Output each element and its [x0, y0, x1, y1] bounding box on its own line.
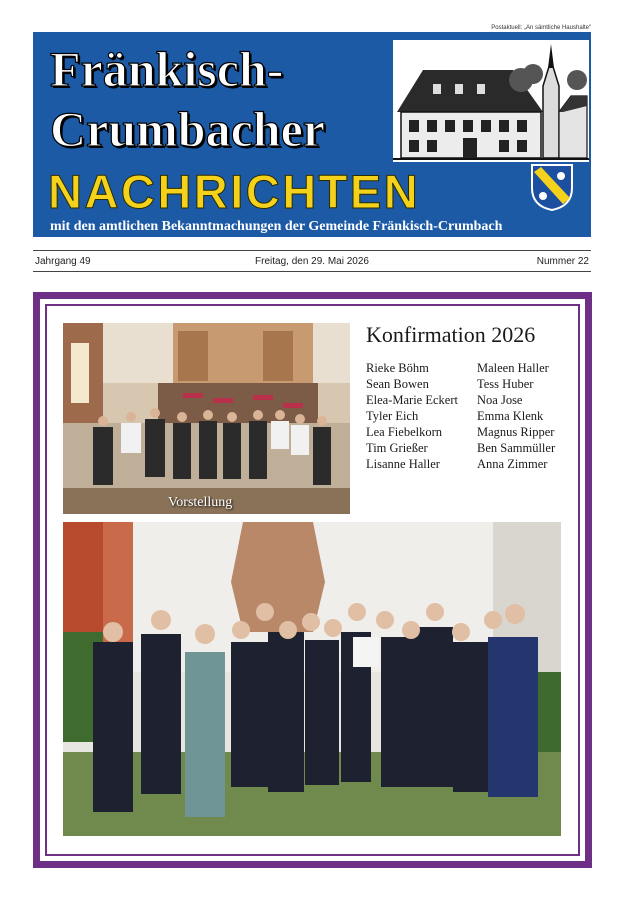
- group-photo: [63, 522, 561, 836]
- issue-date: Freitag, den 29. Mai 2026: [255, 256, 369, 267]
- masthead: [33, 32, 591, 237]
- confirmand-name: Maleen Haller: [477, 361, 549, 375]
- confirmand-name: Sean Bowen: [366, 377, 429, 391]
- confirmand-name: Tim Grießer: [366, 441, 428, 455]
- photo-caption: Vorstellung: [168, 495, 233, 510]
- confirmand-name: Lisanne Haller: [366, 457, 440, 471]
- confirmand-name: Tyler Eich: [366, 409, 419, 423]
- municipal-crest-icon: [529, 162, 575, 212]
- confirmand-list-left: [366, 360, 458, 472]
- confirmand-name: Noa Jose: [477, 393, 523, 407]
- article-title: Konfirmation 2026: [366, 322, 536, 347]
- church-interior-photo: [63, 323, 350, 514]
- confirmand-name: Elea-Marie Eckert: [366, 393, 458, 407]
- confirmand-name: Rieke Böhm: [366, 361, 429, 375]
- newspaper-title-line2: Crumbacher: [50, 101, 325, 157]
- town-hall-illustration: [393, 40, 589, 162]
- confirmand-name: Anna Zimmer: [477, 457, 548, 471]
- issue-number: Nummer 22: [536, 256, 589, 267]
- masthead-subtitle: mit den amtlichen Bekanntmachungen der Gemeinde Fränkisch-Crumbach: [50, 219, 503, 234]
- newspaper-title-line1: Fränkisch-: [50, 41, 284, 97]
- confirmand-name: Lea Fiebelkorn: [366, 425, 443, 439]
- volume-number: Jahrgang 49: [35, 256, 91, 267]
- issue-info-bar: [33, 250, 591, 272]
- confirmand-name: Tess Huber: [477, 377, 534, 391]
- confirmand-name: Emma Klenk: [477, 409, 544, 423]
- confirmand-list-right: [477, 360, 555, 472]
- confirmand-name: Ben Sammüller: [477, 441, 556, 455]
- postal-note: Postaktuell: „An sämtliche Haushalte“: [491, 25, 591, 31]
- confirmand-name: Magnus Ripper: [477, 425, 555, 439]
- newspaper-title-nachrichten: NACHRICHTEN: [48, 165, 421, 218]
